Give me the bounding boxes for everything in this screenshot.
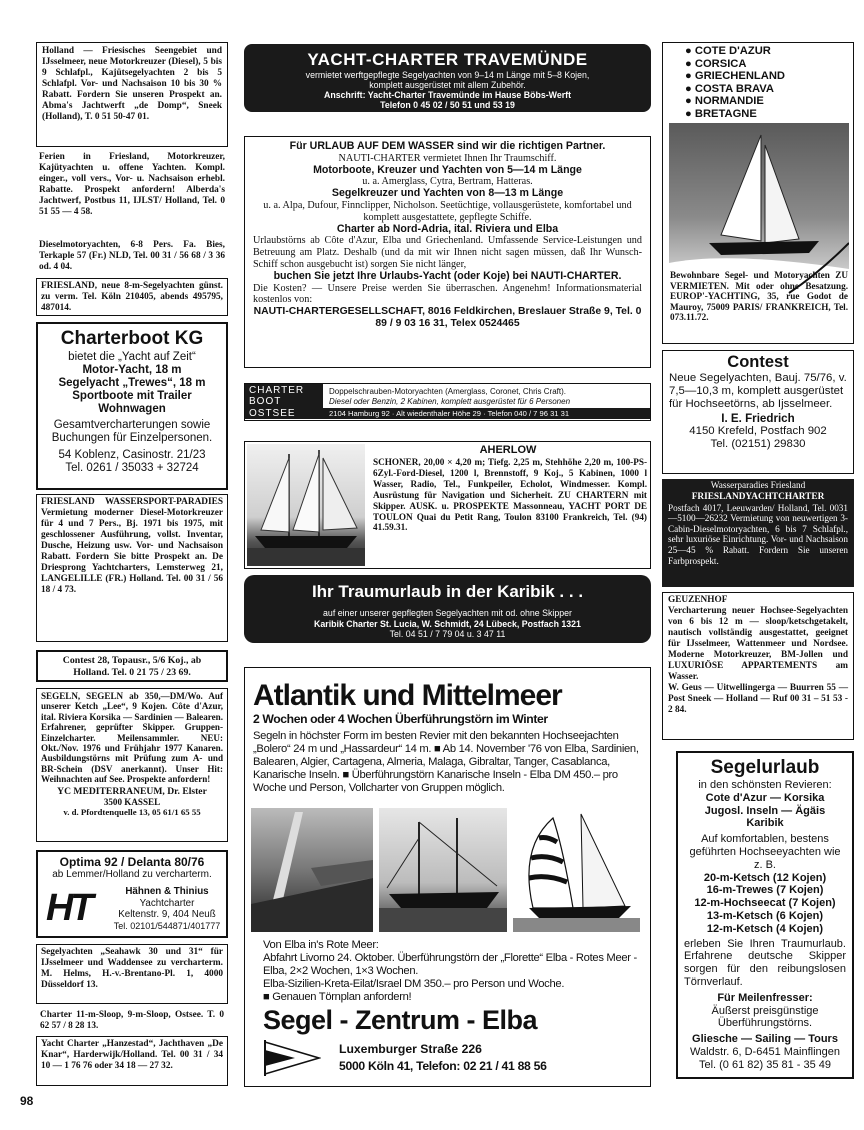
aherlow-schooner-photo (247, 444, 365, 566)
charterboot-line2: Motor-Yacht, 18 m (82, 364, 182, 376)
ad-yacht-charter-travemunde (244, 44, 651, 112)
cote-destination-label: NORMANDIE (694, 95, 764, 108)
ostsee-logo-1: CHARTER (249, 385, 305, 396)
ad-charter-11m (36, 1010, 228, 1036)
ad-dieselmotoryachten (36, 240, 228, 278)
nauti-head: Für URLAUB AUF DEM WASSER sind wir die richtigen Partner. (289, 140, 606, 152)
ad-diesel-text: Dieselmotoryachten, 6-8 Pers. Fa. Bies, Terkaple 57 (Fr.) NLD, Tel. 00 31 / 56 68 / 3 36 od. 4 04. (39, 240, 225, 272)
segelurlaub-line7: Für Meilenfresser: (717, 991, 813, 1004)
ad-seahawk-text: Segelyachten „Seahawk 30 und 31“ für IJsselmeer und Waddensee zu vercharterm. M. Helms, H.-v.-Brentano-Pl. 1, 4000 Düsseldorf 13. (41, 947, 223, 990)
segelurlaub-line11: Tel. (0 61 82) 35 81 - 35 49 (698, 1058, 832, 1071)
segelurlaub-line6: erleben Sie Ihren Traumurlaub. Erfahrene deutsche Skipper sorgen für den reibungslosen Törnverlauf. (684, 937, 846, 988)
atlantik-addr1: Luxemburger Straße 226 (339, 1042, 482, 1056)
ad-contest (662, 350, 854, 474)
travemunde-title: YACHT-CHARTER TRAVEMÜNDE (307, 50, 588, 69)
nauti-motor-sub: u. a. Amerglass, Cytra, Bertram, Hatteras. (362, 176, 533, 188)
segel-zentrum-logo (263, 1038, 321, 1078)
sailboat-heeling-icon (251, 808, 373, 932)
page-number: 98 (20, 1094, 34, 1108)
ostsee-logo-2: BOOT (249, 396, 282, 408)
nauti-segel: Segelkreuzer und Yachten von 8—13 m Länge (331, 187, 564, 200)
optima-title: Optima 92 / Delanta 80/76 (59, 855, 205, 869)
segelurlaub-line4: Karibik (746, 817, 784, 830)
nauti-segel-sub: u. a. Alpa, Dufour, Finnclipper, Nicholson. Seetüchtige, vollausgerüstete, komfortabel und komplett ausgestattete, gepflegte Schiffe. (263, 199, 632, 223)
cote-destination-list (669, 45, 847, 121)
segelurlaub-line2: Cote d'Azur — Korsika (705, 791, 825, 804)
schooner-icon (247, 444, 365, 566)
nauti-firm: NAUTI-CHARTERGESELLSCHAFT, 8016 Feldkirchen, Breslauer Straße 9, Tel. 0 89 / 9 03 16 31, Telex 0524465 (253, 306, 642, 329)
pennant-flag-icon (263, 1038, 321, 1078)
aherlow-title: AHERLOW (479, 444, 537, 456)
bullet-icon: ● (685, 82, 695, 95)
ad-cote-text (668, 270, 850, 344)
bullet-icon: ● (685, 57, 695, 70)
contest-title: Contest (727, 353, 789, 371)
ad-friesland-neue (36, 278, 228, 316)
atlantik-elba4: ■ Genauen Törnplan anfordern! (263, 991, 412, 1003)
atlantik-photo-3 (513, 808, 640, 932)
optima-line1: ab Lemmer/Holland zu vercharterm. (52, 869, 212, 880)
ad-nauti-charter (244, 136, 651, 368)
karibik-title: Ihr Traumurlaub in der Karibik . . . (311, 582, 584, 601)
ad-atlantik-mittelmeer (244, 667, 651, 1087)
atlantik-text: Segeln in höchster Form im besten Revier mit den bekannten Hochseejachten „Bolero“ 24 m und „Hassardeur“ 14 m. ■ Ab 14. November '76 von Elba, Sardinien, Balearen, Algier, Cartagena, Almeria, Malaga, Gibraltar, Tanger, Casablanca, Kanarische Inseln. ■ Überführungstörn Kanarische Inseln - Elba DM 450.– pro Woche und Person, Vollcharter von Gruppen möglich. (253, 730, 639, 794)
ostsee-line2: Diesel oder Benzin, 2 Kabinen, komplett ausgerüstet für 6 Personen (329, 397, 571, 406)
optima-firm: Hähnen & Thinius (125, 886, 209, 897)
optima-addr: Keltenstr. 9, 404 Neuß (118, 909, 216, 920)
ad-segelurlaub (676, 751, 854, 1079)
geuzenhof-title: GEUZENHOF (668, 595, 728, 605)
atlantik-photo-2 (379, 808, 507, 932)
ad-holland (36, 42, 228, 147)
contest-text: Neue Segelyachten, Bauj. 75/76, v. 7,5—10,3 m, komplett ausgerüstet für Hochseetörns, ab Ijsselmeer. (669, 372, 847, 411)
segelurlaub-boat-item: 20-m-Ketsch (12 Kojen) (703, 871, 827, 884)
optima-tel: Tel. 02101/544871/401777 (113, 920, 221, 931)
nauti-motor: Motorboote, Kreuzer und Yachten von 5—14 m Länge (313, 163, 582, 176)
tall-ship-icon (379, 808, 507, 932)
ad-charterboot (36, 322, 228, 490)
ad-karibik (244, 575, 651, 643)
travemunde-line1: vermietet werftgepflegte Segelyachten von 9–14 m Länge mit 5–8 Kojen, (305, 70, 590, 80)
cote-destination-label: BRETAGNE (694, 107, 757, 120)
segelurlaub-boat-list (684, 872, 846, 936)
atlantik-elba3: Elba-Sizilien-Kreta-Eilat/Israel DM 350.– pro Person und Woche. (263, 978, 565, 990)
cote-destination-label: COSTA BRAVA (694, 82, 775, 95)
spinnaker-icon (513, 808, 640, 932)
cote-destination-item (685, 70, 847, 83)
atlantik-brand: Segel - Zentrum - Elba (263, 1005, 538, 1035)
ad-ferien-friesland (36, 152, 228, 232)
charterboot-line5: Wohnwagen (98, 403, 166, 415)
nauti-sub: NAUTI-CHARTER vermietet Ihnen Ihr Traumschiff. (338, 152, 557, 164)
cote-destination-item (685, 82, 847, 96)
ad-wassersport-paradies (36, 494, 228, 642)
atlantik-elba1: Von Elba in's Rote Meer: (263, 939, 379, 951)
cote-destination-label: COTE D'AZUR (694, 45, 771, 57)
charterboot-line3: Segelyacht „Trewes“, 18 m (58, 377, 206, 389)
geuzenhof-addr: W. Geus — Uitwellingerga — Buurren 55 — Post Sneek — Holland — Ruf 00 31 – 51 53 - 2 84. (668, 683, 848, 715)
segelurlaub-line8: Äußerst preisgünstige Überführungstörns. (711, 1004, 819, 1030)
nauti-adria: Charter ab Nord-Adria, ital. Riviera und Elba (336, 222, 559, 235)
ad-holland-text: Holland — Friesisches Seengebiet und IJsselmeer, neue Motorkreuzer (Diesel), 5 bis 9 Schlafpl., Kajütsegelyachten 2 bis 5 Schlafpl. Vor- und Nachsaison 10 bis 30 % Rabatt. Fordern Sie unseren Prospekt an. Abma's Jachtwerft „de Domp“, Sneek (Holland), T. 0 51 50-47 01. (42, 46, 222, 122)
ad-segeln-city: 3500 KASSEL (103, 797, 161, 808)
travemunde-line3: Anschrift: Yacht-Charter Travemünde im Hause Böbs-Werft (323, 90, 572, 100)
cote-destination-label: GRIECHENLAND (694, 70, 785, 83)
cote-destination-item (685, 107, 847, 121)
charterboot-line8: Tel. 0261 / 35033 + 32724 (65, 462, 199, 474)
travemunde-line2: komplett ausgerüstet mit allem Zubehör. (369, 80, 526, 90)
ostsee-logo-3: OSTSEE (249, 407, 296, 419)
charterboot-title: Charterboot KG (60, 328, 204, 349)
segelurlaub-boat-item: 16-m-Trewes (7 Kojen) (706, 884, 824, 897)
ad-wasserparadies-friesland (662, 479, 854, 587)
bullet-icon: ● (685, 70, 695, 83)
karibik-line3: Tel. 04 51 / 7 79 04 u. 3 47 11 (389, 629, 506, 639)
atlantik-photo-1 (251, 808, 373, 932)
ostsee-line3: 2104 Hamburg 92 · Alt wiedenthaler Höhe 29 · Telefon 040 / 7 96 31 31 (323, 408, 650, 419)
cote-destination-item (685, 95, 847, 108)
charterboot-line4: Sportboote mit Trailer (72, 390, 192, 402)
atlantik-addr2: 5000 Köln 41, Telefon: 02 21 / 41 88 56 (339, 1059, 547, 1073)
ad-hanzestad (36, 1036, 228, 1086)
wasserparadies-line1: Wasserparadies Friesland (710, 481, 806, 491)
ad-friesland-neue-text: FRIESLAND, neue 8-m-Segelyachten günst. zu verm. Tel. Köln 210405, abends 495795, 487014. (41, 281, 223, 313)
charterboot-line1: bietet die „Yacht auf Zeit“ (68, 351, 196, 363)
segelurlaub-boat-item: 12-m-Hochseecat (7 Kojen) (694, 897, 836, 910)
cote-destination-label: CORSICA (694, 57, 747, 70)
segelurlaub-line9: Gliesche — Sailing — Tours (692, 1033, 838, 1046)
cote-firm: EUROP'-YACHTING, 35, rue Godot de Mauroy, 75009 PARIS/ FRANKREICH, Tel. 073.11.72. (670, 291, 848, 323)
nauti-buchen: buchen Sie jetzt Ihre Urlaubs-Yacht (oder Koje) bei NAUTI-CHARTER. (273, 269, 622, 282)
wasserparadies-line2: FRIESLANDYACHTCHARTER (691, 491, 825, 502)
ad-optima (36, 850, 228, 938)
nauti-adria-sub: Urlaubstörns ab Côte d'Azur, Elba und Griechenland. Umfassende Service-Leistungen und Betreuung am Platz. Deshalb (und da mit wir Ihnen nicht sagen müssen, daß Ihr Wunsch-Schiff schon ausgebucht ist) sorgen Sie nicht länger, (253, 235, 642, 270)
aherlow-text: SCHONER, 20,00 × 4,20 m; Tiefg. 2,25 m, Stehhöhe 2,20 m, 100-PS-6Zyl.-Ford-Diesel, 1200 l, Brennstoff, 9 Koj., 5 Kabinen, 1000 l Wasser, Radio, Tel., Funkpeiler, Echolot, Windmesser. Kompl. Ausrüstung für Navigation und Sicherheit. ZU CHARTERN mit Skipper. AUSK. u. PROSPEKTE Massonneau, YACHT PORT DE TOULON Quai du Petit Rang, Toulon 83100 Frankreich, Tel. (94) 41.59.31. (373, 457, 647, 533)
cote-destination-item (685, 45, 847, 58)
wasserparadies-text: Postfach 4017, Leeuwarden/ Holland, Tel. 0031—5100—26232 Vermietung von neuwertigen 3-Cabin-Dieselmotoryachten, 6 bis 7 Schlafpl., sehr luxuriöse Einrichtung. Vor- und Nachsaison 25—45 % Rabatt. Fordern Sie unseren Farbprospekt. (668, 502, 848, 566)
contest-name: I. E. Friedrich (721, 411, 795, 425)
atlantik-title: Atlantik und Mittelmeer (253, 679, 562, 712)
segelurlaub-title: Segelurlaub (710, 757, 820, 778)
ad-segeln-firm: YC MEDITERRANEUM, Dr. Elster (57, 785, 207, 797)
ad-wassersport-text: FRIESLAND WASSERSPORT-PARADIES Vermietung moderner Diesel-Motorkreuzer für 4 und 7 Pers., Bj. 1971 bis 1975, mit geschlossener Ausführung, vollst. Inventar, Dusche, Heizung usw. Vor- und Nachsaison Rabatt. Fordern Sie bitte Prospekt an. De Driesprong Yachtcharters, Lemsterweg 21, LANGELILLE (FR.) Holland. Tel. 00 31 / 56 18 / 4 73. (41, 497, 223, 595)
ad-charter11-text: Charter 11-m-Sloop, 9-m-Sloop, Ostsee. T. 0 62 57 / 8 28 13. (40, 1010, 224, 1031)
ad-hanzestad-text: Yacht Charter „Hanzestad“, Jachthaven „De Knar“, Harderwijk/Holland. Tel. 00 31 / 34 10 — 1 76 76 oder 34 18 — 27 32. (41, 1039, 223, 1071)
ad-segeln-text: SEGELN, SEGELN ab 350,—DM/Wo. Auf unserer Ketch „Lee“, 9 Kojen. Côte d'Azur, ital. Riviera Korsika — Sardinien — Balearen. Erfahrener, geprüfter Skipper. Gruppen-Einzelcharter. Meilensammler. NEU: Okt./Nov. 1976 und Frühjahr 1977 Kanaren. Ausbildungstörns mit Prüfung zum A- und BR-Schein (DSV anerkannt). Unser Hit: Weihnachten auf See. Prospekte anfordern! (41, 691, 223, 785)
segelurlaub-line10: Waldstr. 6, D-6451 Mainflingen (690, 1045, 840, 1058)
segelurlaub-line1: in den schönsten Revieren: (698, 779, 832, 791)
contest-addr: 4150 Krefeld, Postfach 902 (689, 425, 827, 438)
ad-segeln (36, 688, 228, 842)
charterboot-line6: Gesamtvercharterungen sowie Buchungen für Einzelpersonen. (51, 419, 213, 444)
bullet-icon: ● (685, 45, 695, 57)
ad-charter-boot-ostsee (244, 383, 651, 421)
atlantik-subtitle: 2 Wochen oder 4 Wochen Überführungstörn im Winter (253, 712, 548, 726)
ad-aherlow (244, 441, 651, 569)
ad-contest28 (36, 650, 228, 682)
contest-tel: Tel. (02151) 29830 (710, 438, 806, 451)
ostsee-line1: Doppelschrauben-Motoryachten (Amerglass, Coronet, Chris Craft). (329, 387, 566, 396)
segelurlaub-boat-item: 13-m-Ketsch (6 Kojen) (706, 909, 824, 922)
geuzenhof-text: Vercharterung neuer Hochsee-Segelyachten von 6 bis 12 m — sloop/ketschgetakelt, nautisch vollständig ausgestattet, geeignet für IJsselmeer, Wattenmeer und Nordsee. Moderne Motorkreuzer, BM-Jollen und LUXURIÖSE APPARTEMENTS am Wasser. (668, 606, 848, 682)
karibik-line2: Karibik Charter St. Lucia, W. Schmidt, 24 Lübeck, Postfach 1321 (314, 619, 581, 629)
karibik-line1: auf einer unserer gepflegten Segelyachten mit od. ohne Skipper (323, 608, 572, 618)
ad-contest28-text: Contest 28, Topausr., 5/6 Koj., ab Holland. Tel. 0 21 75 / 23 69. (62, 655, 202, 678)
optima-logo: HT (46, 887, 91, 929)
ad-geuzenhof (662, 592, 854, 740)
nauti-kosten: Die Kosten? — Unsere Preise werden Sie überraschen. Angenehm! Informationsmaterial kostenlos von: (253, 282, 642, 306)
bullet-icon: ● (685, 95, 695, 108)
charterboot-line7: 54 Koblenz, Casinostr. 21/23 (58, 449, 206, 461)
travemunde-line4: Telefon 0 45 02 / 50 51 und 53 19 (380, 100, 515, 110)
segelurlaub-line3: Jugosl. Inseln — Ägäis (704, 804, 826, 817)
segelurlaub-line5: Auf komfortablen, bestens geführten Hochseeyachten wie z. B. (689, 833, 841, 871)
ad-segeln-addr: v. d. Pfordtenquelle 13, 05 61/1 65 55 (63, 807, 201, 818)
optima-sub: Yachtcharter (139, 897, 195, 909)
bullet-icon: ● (685, 107, 695, 120)
atlantik-elba2: Abfahrt Livorno 24. Oktober. Überführungstörn der „Florette“ Elba - Rotes Meer - Elba, 2×2 Wochen, 1×3 Wochen. (263, 952, 637, 977)
segelurlaub-boat-item: 12-m-Ketsch (4 Kojen) (706, 922, 824, 935)
ostsee-logo (245, 384, 323, 419)
cote-destination-item (685, 57, 847, 71)
ad-ferien-text: Ferien in Friesland, Motorkreuzer, Kajütyachten u. offene Yachten. Kompl. einger., voll vers., Vor- u. Nachsaison erhebl. Rabatte. Prospekt anfordern! Alberda's Jachtwerf, Postbus 11, IJLST/ Holland, Tel. 0 51 55 — 4 58. (39, 152, 225, 217)
ad-seahawk (36, 944, 228, 1004)
cote-text: Bewohnbare Segel- und Motoryachten ZU VERMIETEN. Mit oder ohne Besatzung. (670, 270, 848, 291)
